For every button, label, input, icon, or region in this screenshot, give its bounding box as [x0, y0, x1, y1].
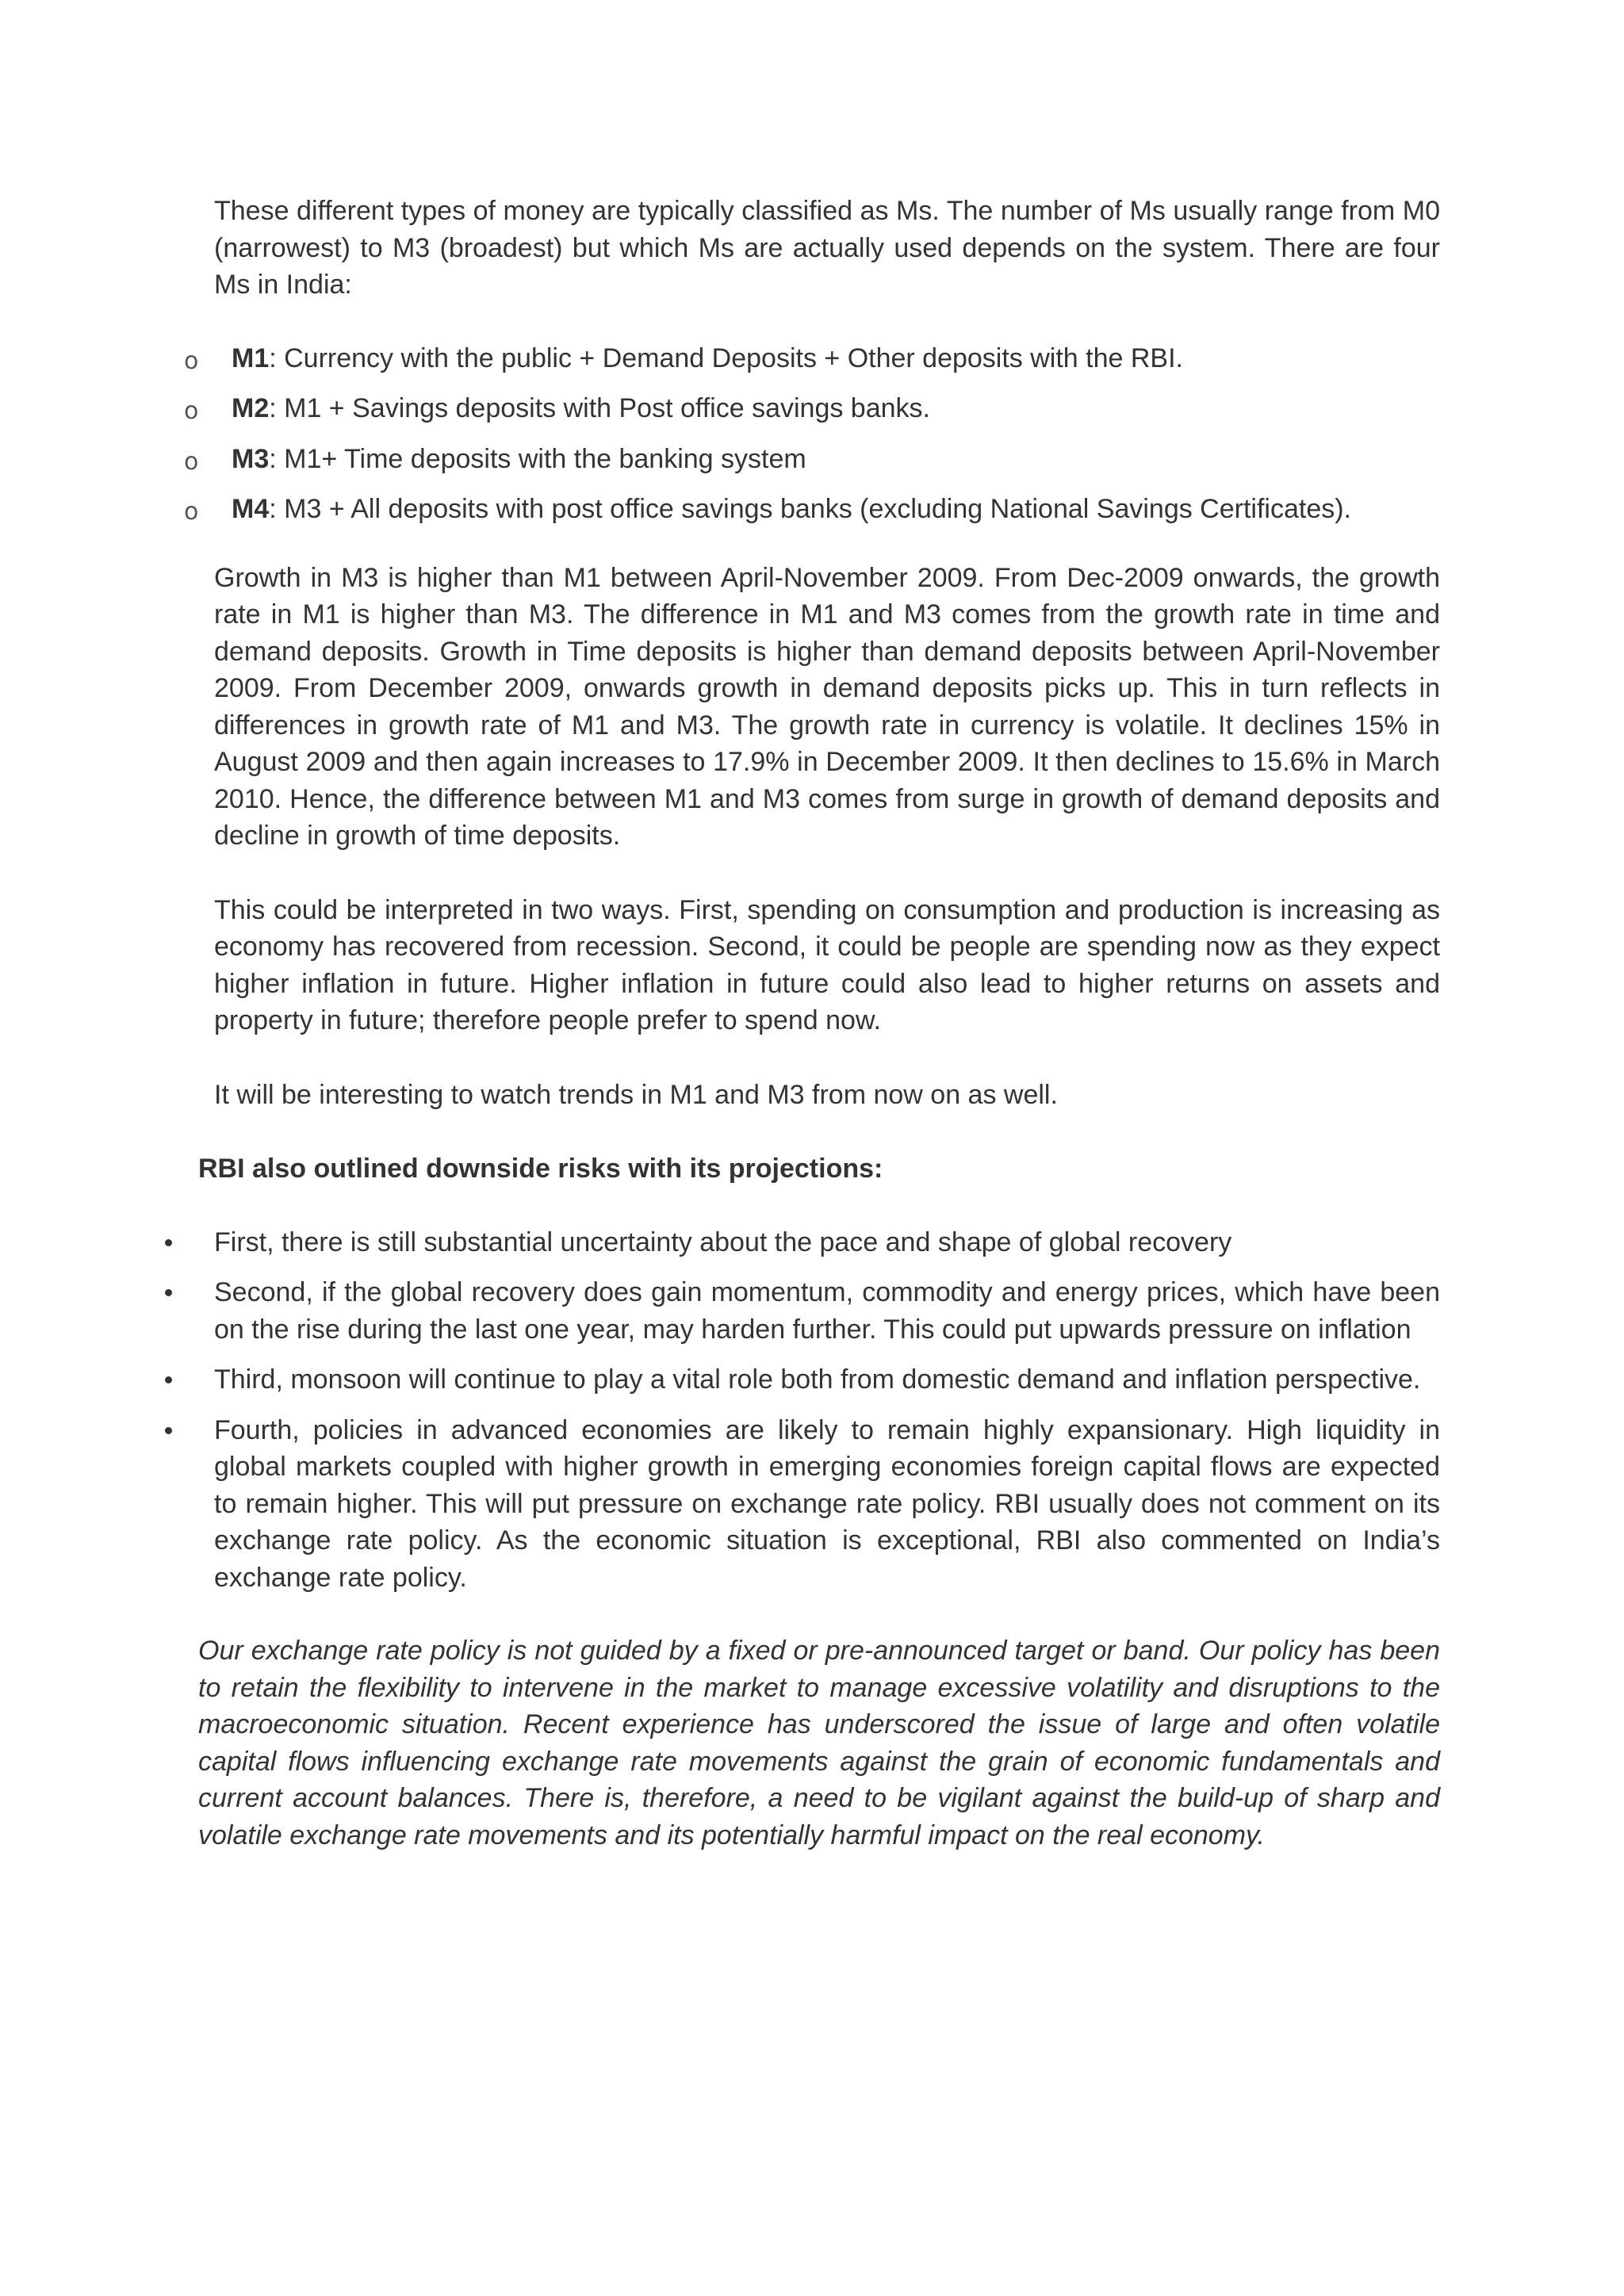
term-m3: M3 [232, 443, 270, 474]
risk-item-second [214, 1274, 1440, 1348]
money-supply-list [184, 340, 1440, 528]
bullet-dot-icon [165, 1376, 172, 1383]
term-m1: M1 [232, 342, 270, 373]
hollow-circle-bullet-icon: o [184, 346, 199, 375]
bullet-dot-icon [165, 1427, 172, 1434]
risk-text: First, there is still substantial uncertainty about the pace and shape of global recovery [214, 1226, 1232, 1257]
bullet-dot-icon [165, 1239, 172, 1246]
risk-text: Fourth, policies in advanced economies are likely to remain highly expansionary. High liquidity in global markets coupled with higher growth in emerging economies foreign capital flows are expected to remain higher. This will put pressure on exchange rate policy. RBI usually does not comment on its exchange rate policy. As the economic situation is exceptional, RBI also commented on India’s exchange rate policy. [214, 1414, 1440, 1593]
definition-m3: : M1+ Time deposits with the banking system [269, 443, 806, 474]
risk-text: Second, if the global recovery does gain momentum, commodity and energy prices, which have been on the rise during the last one year, may harden further. This could put upwards pressure on inflation [214, 1277, 1440, 1345]
risks-list [214, 1224, 1440, 1597]
hollow-circle-bullet-icon: o [184, 447, 199, 476]
intro-paragraph: These different types of money are typically classified as Ms. The number of Ms usually range from M0 (narrowest) to M3 (broadest) but which Ms are actually used depends on the system. There are four Ms in India: [214, 196, 1440, 300]
interpretation-paragraph: This could be interpreted in two ways. First, spending on consumption and production is increasing as economy has recovered from recession. Second, it could be people are spending now as they expect higher inflation in future. Higher inflation in future could also lead to higher returns on assets and property in future; therefore people prefer to spend now. [214, 894, 1440, 1035]
risks-heading: RBI also outlined downside risks with its projections: [198, 1154, 883, 1184]
risk-item-first [214, 1224, 1440, 1261]
growth-analysis-paragraph: Growth in M3 is higher than M1 between April-November 2009. From Dec-2009 onwards, the growth rate in M1 is higher than M3. The difference in M1 and M3 comes from the growth rate in time and demand deposits. Growth in Time deposits is higher than demand deposits between April-November 2009. From December 2009, onwards growth in demand deposits picks up. This in turn reflects in differences in growth rate of M1 and M3. The growth rate in currency is volatile. It declines 15% in August 2009 and then again increases to 17.9% in December 2009. It then declines to 15.6% in March 2010. Hence, the difference between M1 and M3 comes from surge in growth of demand deposits and decline in growth of time deposits. [214, 562, 1440, 851]
document-body [184, 193, 1440, 1854]
bullet-dot-icon [165, 1289, 172, 1296]
definition-m2: : M1 + Savings deposits with Post office savings banks. [269, 393, 930, 423]
list-item-m3 [184, 441, 1440, 478]
rbi-quote: Our exchange rate policy is not guided by a fixed or pre-announced target or band. Our policy has been to retain the flexibility to intervene in the market to manage excessive volatility and disruptions to the macroeconomic situation. Recent experience has underscored the issue of large and often volatile capital flows influencing exchange rate movements against the grain of economic fundamentals and current account balances. There is, therefore, a need to be vigilant against the build-up of sharp and volatile exchange rate movements and its potentially harmful impact on the real economy. [198, 1636, 1440, 1850]
list-item-m1 [184, 340, 1440, 377]
list-item-m4 [184, 491, 1440, 528]
list-item-m2 [184, 390, 1440, 427]
trends-paragraph: It will be interesting to watch trends in M1 and M3 from now on as well. [214, 1079, 1058, 1110]
definition-m1: : Currency with the public + Demand Deposits + Other deposits with the RBI. [269, 342, 1183, 373]
hollow-circle-bullet-icon: o [184, 498, 199, 526]
definition-m4: : M3 + All deposits with post office savings banks (excluding National Savings Certificates). [269, 494, 1351, 524]
risk-item-third [214, 1361, 1440, 1399]
term-m2: M2 [232, 393, 270, 423]
risk-item-fourth [214, 1412, 1440, 1597]
hollow-circle-bullet-icon: o [184, 397, 199, 425]
term-m4: M4 [232, 494, 270, 524]
risk-text: Third, monsoon will continue to play a vital role both from domestic demand and inflation perspective. [214, 1364, 1421, 1395]
